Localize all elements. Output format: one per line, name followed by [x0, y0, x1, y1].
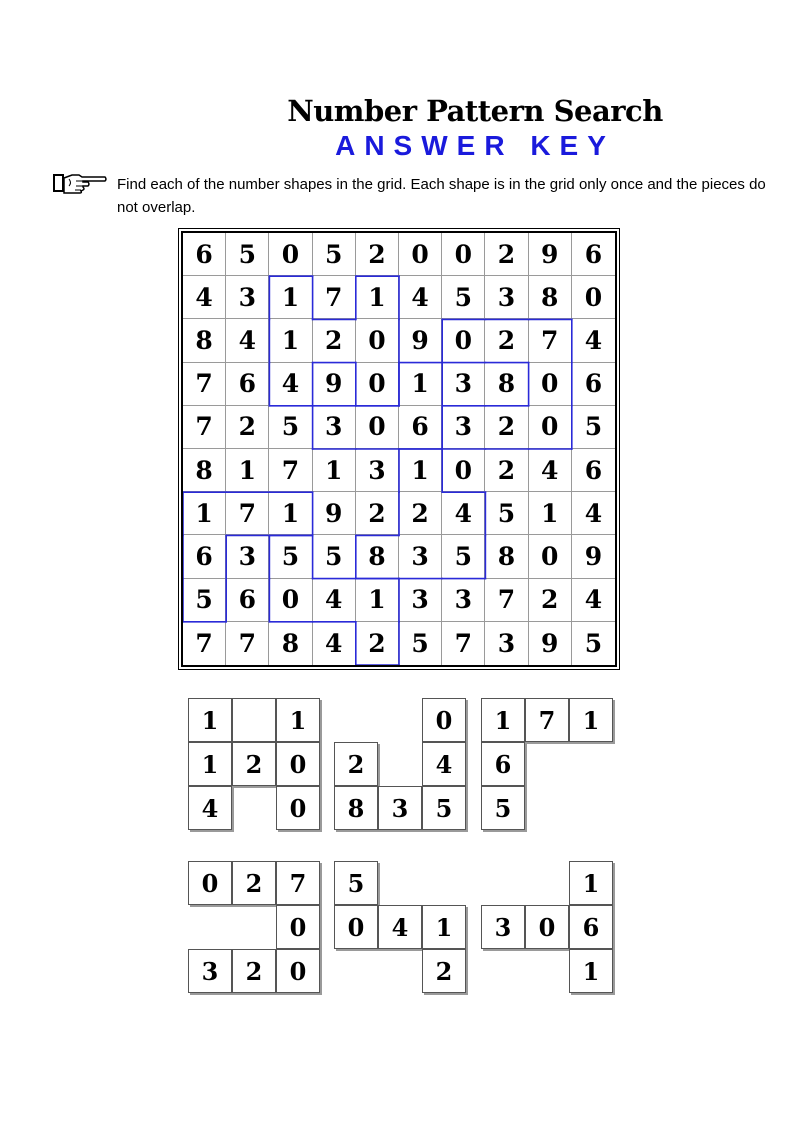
shape-cell: 1 [188, 742, 232, 786]
shape-cell: 1 [422, 905, 466, 949]
grid-cell: 1 [226, 449, 269, 492]
grid-cell: 0 [529, 363, 572, 406]
shape-cell: 0 [276, 905, 320, 949]
grid-cell: 5 [399, 622, 442, 665]
answer-key-subtitle: ANSWER KEY [335, 130, 615, 161]
shape-cell: 2 [232, 861, 276, 905]
grid-cell: 2 [529, 579, 572, 622]
grid-cell: 1 [399, 449, 442, 492]
grid-cell: 5 [313, 535, 356, 578]
grid-cell: 9 [313, 363, 356, 406]
shape-cell: 3 [188, 949, 232, 993]
grid-cell: 3 [485, 276, 528, 319]
grid-cell: 8 [485, 363, 528, 406]
grid-cell: 3 [399, 579, 442, 622]
shape-cell: 1 [481, 698, 525, 742]
grid-cell: 7 [529, 319, 572, 362]
grid-cell: 2 [399, 492, 442, 535]
grid-cell: 1 [313, 449, 356, 492]
grid-cell: 5 [442, 535, 485, 578]
shape-cell: 0 [276, 949, 320, 993]
grid-cell: 5 [269, 406, 312, 449]
grid-cell: 7 [183, 363, 226, 406]
grid-cell: 4 [529, 449, 572, 492]
grid-cell: 3 [399, 535, 442, 578]
grid-cell: 2 [485, 406, 528, 449]
shape-cell: 2 [422, 949, 466, 993]
grid-cell: 3 [442, 363, 485, 406]
shape-cell: 4 [422, 742, 466, 786]
grid-cell: 0 [399, 233, 442, 276]
number-grid [181, 231, 617, 667]
grid-cell: 1 [356, 276, 399, 319]
shape-cell: 1 [569, 861, 613, 905]
grid-cell: 0 [356, 363, 399, 406]
grid-cell: 1 [269, 319, 312, 362]
grid-cell: 2 [356, 233, 399, 276]
grid-cell: 1 [269, 276, 312, 319]
grid-cell: 5 [269, 535, 312, 578]
grid-cell: 6 [183, 535, 226, 578]
grid-cell: 8 [485, 535, 528, 578]
shape-cell: 8 [334, 786, 378, 830]
grid-cell: 7 [442, 622, 485, 665]
shape-cell: 4 [378, 905, 422, 949]
grid-cell: 7 [485, 579, 528, 622]
grid-cell: 3 [442, 579, 485, 622]
shape-cell: 6 [481, 742, 525, 786]
shape-cell: 7 [276, 861, 320, 905]
grid-cell: 7 [226, 622, 269, 665]
grid-cell: 4 [269, 363, 312, 406]
grid-cell: 4 [572, 319, 615, 362]
grid-cell: 7 [226, 492, 269, 535]
grid-cell: 7 [313, 276, 356, 319]
grid-cell: 5 [226, 233, 269, 276]
grid-cell: 7 [269, 449, 312, 492]
grid-cell: 5 [584, 628, 603, 658]
page-title: Number Pattern Search [287, 94, 663, 128]
grid-cell: 0 [572, 276, 615, 319]
grid-cell: 2 [226, 406, 269, 449]
grid-cell: 2 [485, 449, 528, 492]
grid-cell: 6 [183, 233, 226, 276]
grid-cell: 3 [485, 622, 528, 665]
grid-cell: 4 [313, 622, 356, 665]
shape-cell: 0 [525, 905, 569, 949]
grid-cell: 1 [399, 363, 442, 406]
shape-cell: 6 [569, 905, 613, 949]
grid-cell: 0 [529, 406, 572, 449]
grid-cell: 0 [442, 449, 485, 492]
shape-cell: 3 [481, 905, 525, 949]
grid-cell: 0 [356, 406, 399, 449]
shape-cell: 2 [334, 742, 378, 786]
shape-cell: 1 [188, 698, 232, 742]
grid-cell: 3 [356, 449, 399, 492]
grid-cell: 9 [313, 492, 356, 535]
shape-cell: 5 [334, 861, 378, 905]
grid-cell: 0 [269, 233, 312, 276]
grid-cell: 8 [269, 622, 312, 665]
grid-cell: 9 [572, 535, 615, 578]
grid-cell: 4 [183, 276, 226, 319]
grid-cell: 9 [399, 319, 442, 362]
grid-cell: 2 [485, 319, 528, 362]
grid-cell: 0 [442, 233, 485, 276]
shape-cell: 1 [569, 949, 613, 993]
shape-cell: 5 [481, 786, 525, 830]
grid-cell: 3 [226, 535, 269, 578]
grid-cell: 3 [313, 406, 356, 449]
grid-cell: 4 [442, 492, 485, 535]
shape-cell: 2 [232, 742, 276, 786]
grid-cell: 4 [226, 319, 269, 362]
shape-cell: 5 [422, 786, 466, 830]
shape-cell: 2 [232, 949, 276, 993]
grid-cell: 6 [572, 449, 615, 492]
grid-cell: 0 [356, 319, 399, 362]
shape-cell [232, 698, 276, 742]
grid-cell: 6 [226, 363, 269, 406]
pointing-hand-icon [52, 171, 108, 195]
grid-cell: 4 [313, 579, 356, 622]
grid-cell: 1 [529, 492, 572, 535]
grid-cell: 2 [313, 319, 356, 362]
grid-cell: 7 [183, 622, 226, 665]
instructions-text: Find each of the number shapes in the grid. Each shape is in the grid only once and the pieces do not overlap. [117, 176, 766, 216]
grid-cell: 1 [269, 492, 312, 535]
grid-cell: 5 [572, 406, 615, 449]
grid-cell: 0 [529, 535, 572, 578]
grid-cell: 9 [529, 622, 572, 665]
grid-cell: 8 [529, 276, 572, 319]
grid-cell: 2 [356, 492, 399, 535]
grid-cell: 7 [183, 406, 226, 449]
shape-cell: 0 [188, 861, 232, 905]
shape-cell: 7 [525, 698, 569, 742]
grid-cell: 3 [226, 276, 269, 319]
grid-cell: 1 [356, 579, 399, 622]
grid-cell: 6 [399, 406, 442, 449]
grid-cell: 8 [183, 449, 226, 492]
grid-cell: 4 [572, 579, 615, 622]
shape-cell: 0 [422, 698, 466, 742]
grid-cell: 2 [485, 233, 528, 276]
grid-cell: 6 [572, 363, 615, 406]
grid-cell: 3 [442, 406, 485, 449]
grid-cell: 1 [183, 492, 226, 535]
grid-cell: 0 [269, 579, 312, 622]
grid-cell: 8 [356, 535, 399, 578]
grid-cell: 4 [572, 492, 615, 535]
grid-cell: 9 [529, 233, 572, 276]
grid-cell: 5 [183, 579, 226, 622]
grid-cell: 2 [356, 622, 399, 665]
shape-cell: 0 [334, 905, 378, 949]
shape-cell: 0 [276, 786, 320, 830]
grid-cell: 5 [485, 492, 528, 535]
shape-cell: 1 [569, 698, 613, 742]
grid-cell: 0 [442, 319, 485, 362]
shape-cell: 4 [188, 786, 232, 830]
shape-cell: 1 [276, 698, 320, 742]
grid-cell: 8 [183, 319, 226, 362]
grid-cell: 5 [313, 233, 356, 276]
grid-cell: 4 [399, 276, 442, 319]
grid-cell: 6 [226, 579, 269, 622]
grid-cell: 6 [572, 233, 615, 276]
grid-cell: 5 [442, 276, 485, 319]
shape-cell: 3 [378, 786, 422, 830]
shape-cell: 0 [276, 742, 320, 786]
